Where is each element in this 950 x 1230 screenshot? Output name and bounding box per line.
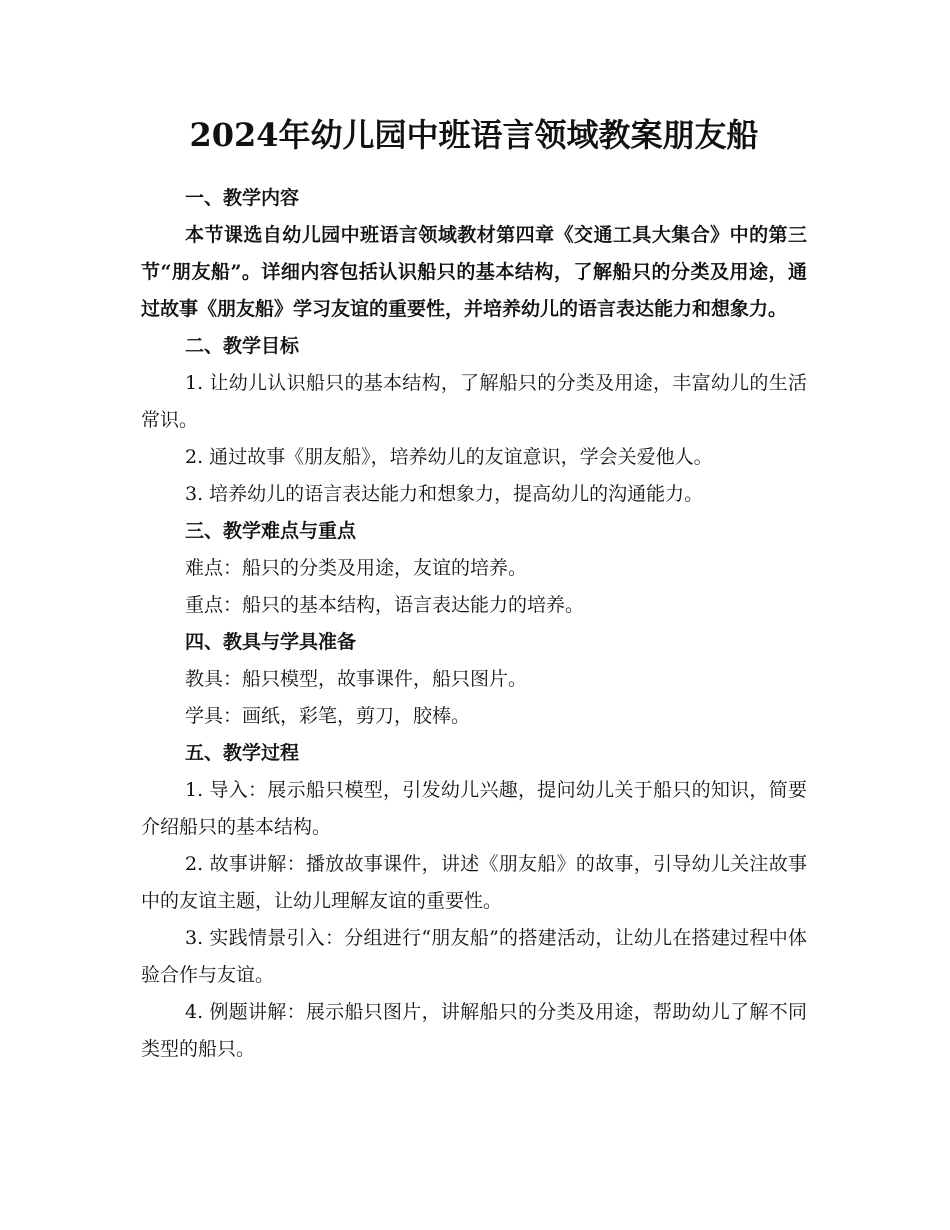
section-heading-teaching-process: 五、教学过程 bbox=[185, 742, 300, 764]
goal-item-3: 3. 培养幼儿的语言表达能力和想象力，提高幼儿的沟通能力。 bbox=[185, 483, 704, 505]
goal-item-2: 2. 通过故事《朋友船》，培养幼儿的友谊意识，学会关爱他人。 bbox=[185, 446, 713, 468]
section-heading-materials: 四、教具与学具准备 bbox=[185, 631, 357, 653]
section-heading-difficulty-key: 三、教学难点与重点 bbox=[185, 520, 357, 542]
teaching-content-paragraph: 本节课选自幼儿园中班语言领域教材第四章《交通工具大集合》中的第三节“朋友船”。详细内容包括认识船只的基本结构，了解船只的分类及用途，通过故事《朋友船》学习友谊的重要性，并培养幼儿的语言表达能力和想象力。 bbox=[141, 224, 807, 320]
teacher-materials-line: 教具：船只模型，故事课件，船只图片。 bbox=[185, 668, 528, 690]
goal-item-1: 1. 让幼儿认识船只的基本结构，了解船只的分类及用途，丰富幼儿的生活常识。 bbox=[141, 372, 807, 431]
process-item-4: 4. 例题讲解：展示船只图片，讲解船只的分类及用途，帮助幼儿了解不同类型的船只。 bbox=[141, 1001, 807, 1060]
section-heading-teaching-goals: 二、教学目标 bbox=[185, 335, 300, 357]
document-title: 2024年幼儿园中班语言领域教案朋友船 bbox=[189, 116, 759, 154]
process-item-1: 1. 导入：展示船只模型，引发幼儿兴趣，提问幼儿关于船只的知识，简要介绍船只的基本结构。 bbox=[141, 779, 807, 838]
difficulty-line: 难点：船只的分类及用途，友谊的培养。 bbox=[185, 557, 528, 579]
key-point-line: 重点：船只的基本结构，语言表达能力的培养。 bbox=[185, 594, 585, 616]
section-heading-teaching-content: 一、教学内容 bbox=[185, 187, 300, 209]
document-page bbox=[141, 108, 807, 1068]
process-item-2: 2. 故事讲解：播放故事课件，讲述《朋友船》的故事，引导幼儿关注故事中的友谊主题，让幼儿理解友谊的重要性。 bbox=[141, 853, 807, 912]
process-item-3: 3. 实践情景引入：分组进行“朋友船”的搭建活动，让幼儿在搭建过程中体验合作与友谊。 bbox=[141, 927, 807, 986]
student-materials-line: 学具：画纸，彩笔，剪刀，胶棒。 bbox=[185, 705, 471, 727]
